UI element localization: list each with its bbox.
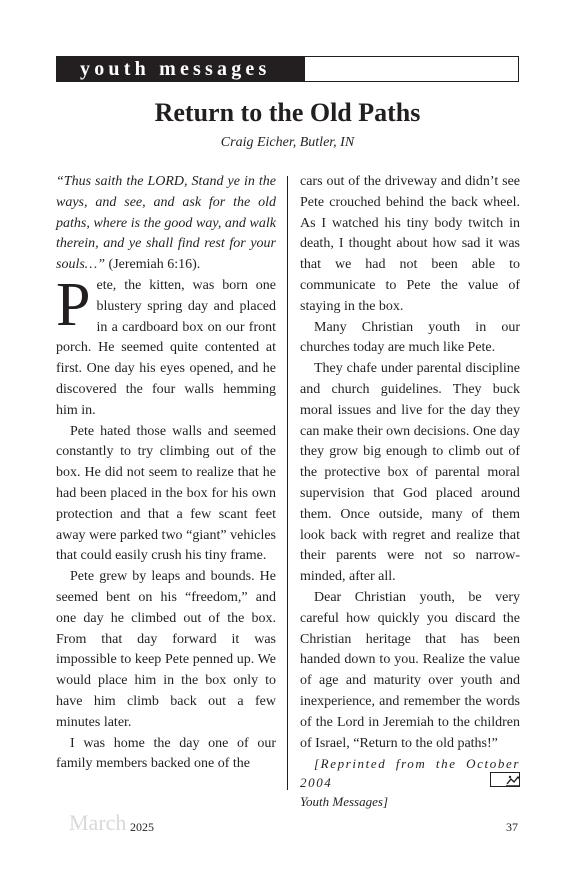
paragraph: Dear Christian youth, be very careful how quickly you discard the Christian heritage that has been handed down to you. Realize the value of age and maturity over youth and inexperience, and remember the words of the Lord in Jeremiah to the children of Israel, “Return to the old paths!” <box>300 589 520 751</box>
scripture-verse: “Thus saith the LORD, Stand ye in the ways, and see, and ask for the old paths, where is the good way, and walk therein, and ye shall find rest for your souls…” <box>56 174 276 273</box>
reprint-line-1: [Reprinted from the October 2004 <box>300 756 520 791</box>
paragraph: Many Christian youth in our churches today are much like Pete. <box>300 319 520 356</box>
column-divider <box>287 176 288 790</box>
header-rule-box <box>304 56 519 82</box>
section-label: youth messages <box>56 56 304 82</box>
first-paragraph <box>56 270 276 422</box>
end-mark-icon <box>490 772 520 787</box>
footer-month: March <box>69 810 127 835</box>
reprint-line-2: Youth Messages] <box>300 794 389 810</box>
paragraph: Pete hated those walls and seemed constantly to try climbing out of the box. He did not seem to realize that he had been placed in the box for his own protection and that a few scant feet away were parked two “giant” vehicles that could easily crush his tiny frame. <box>56 423 276 564</box>
scripture-quote <box>56 172 276 276</box>
reprint-note <box>300 754 520 811</box>
paragraph: Pete grew by leaps and bounds. He seemed bent on his “freedom,” and one day he climbed out of the box. From that day forward it was impossible to keep Pete penned up. We would place him in the box only to have him climb back out a few minutes later. <box>56 569 276 730</box>
footer-year: 2025 <box>130 820 154 834</box>
scripture-reference: (Jeremiah 6:16). <box>105 257 201 273</box>
paragraph: They chafe under parental discipline and church guidelines. They buck moral issues and live for the day they can make their own decisions. One day they grow big enough to climb out of the protective box of parental moral supervision that God placed around them. Once outside, many of them look back with regret and realize that their parents were not so narrow-minded, after all. <box>300 361 520 585</box>
article-title: Return to the Old Paths <box>154 98 421 127</box>
paragraph: I was home the day one of our family members backed one of the <box>56 735 276 772</box>
paragraph-continued: cars out of the driveway and didn’t see Pete crouched behind the back wheel. As I watched his tiny body twitch in death, I thought about how sad it was that we had not been able to communicate to Pete the value of staying in the box. <box>300 174 520 314</box>
left-column <box>56 172 276 775</box>
section-header <box>56 56 519 82</box>
page-number: 37 <box>506 820 518 834</box>
article-byline: Craig Eicher, Butler, IN <box>220 135 355 150</box>
right-column <box>300 172 520 811</box>
drop-cap: P <box>56 270 91 339</box>
first-paragraph-text: ete, the kitten, was born one blustery spring day and placed in a cardboard box on our front porch. He seemed quite contented at first. One day his eyes opened, and he discovered the four walls hemming him in. <box>56 277 276 418</box>
